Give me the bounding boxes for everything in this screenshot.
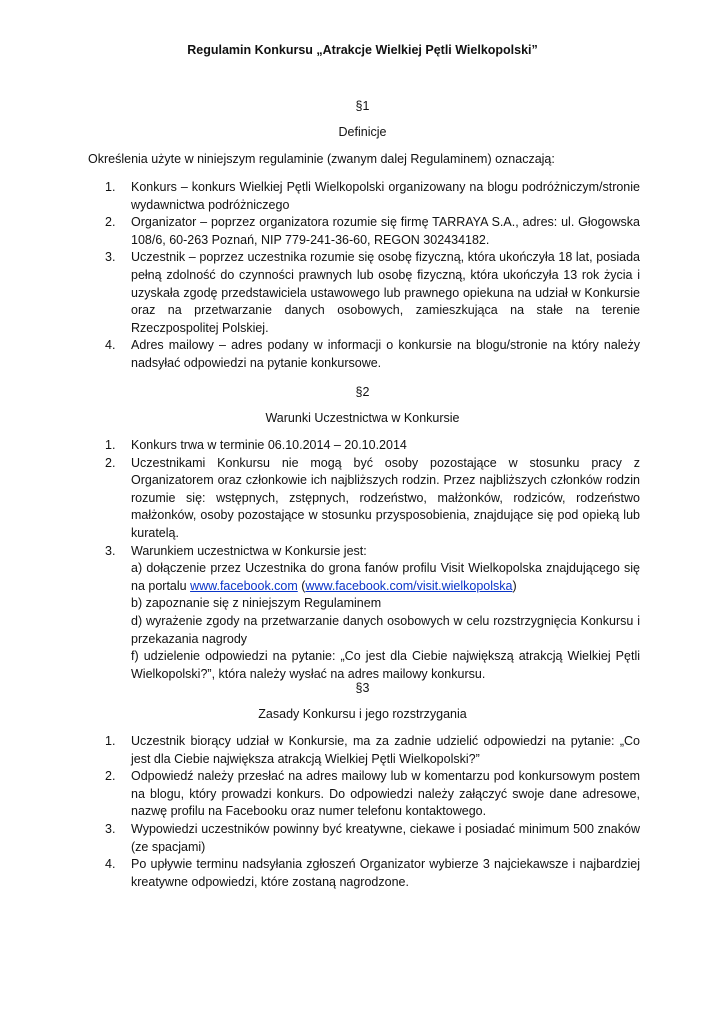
paren-close: ) [512,578,517,593]
list-item-text: Uczestnik – poprzez uczestnika rozumie się osobę fizyczną, która ukończyła 18 lat, posiada pełną zdolność do czynności prawnych lub osobę fizyczną, która ukończyła 13 rok życia i uzyskała zgodę przedstawiciela ustawowego lub prawnego opiekuna na udział w Konkursie oraz na przetwarzanie danych osobowych, zamieszkująca na stałe na terenie Rzeczpospolitej Polskiej. [131,250,640,335]
section-2-mark: §2 [355,385,370,399]
condition-a [131,560,640,595]
list-item-text: Po upływie terminu nadsyłania zgłoszeń Organizator wybierze 3 najciekawsze i najbardziej kreatywne odpowiedzi, które zostaną nagrodzone. [131,857,640,889]
list-item-number: 3. [105,250,116,265]
section-3-list [90,733,640,891]
section-3-heading: Zasady Konkursu i jego rozstrzygania [258,707,467,721]
list-item-number: 1. [105,438,116,452]
list-item-text: Odpowiedź należy przesłać na adres mailowy lub w komentarzu pod konkursowym postem na blogu, który prowadzi konkurs. Do odpowiedzi należy załączyć swoje dane adresowe, nazwę profilu na Facebooku oraz numer telefonu kontaktowego. [131,769,640,819]
facebook-link[interactable]: www.facebook.com [190,578,298,593]
section-3-mark: §3 [355,681,370,695]
list-item-lead: Warunkiem uczestnictwa w Konkursie jest: [131,543,367,558]
list-item-number: 1. [105,734,116,748]
list-item [90,733,640,768]
list-item [90,856,640,891]
list-item-number: 1. [105,180,116,194]
section-2-heading: Warunki Uczestnictwa w Konkursie [265,411,460,425]
section-2-list [90,437,640,683]
document-title: Regulamin Konkursu „Atrakcje Wielkiej Pętli Wielkopolski” [187,43,538,57]
condition-d: d) wyrażenie zgody na przetwarzanie danych osobowych w celu rozstrzygnięcia Konkursu i przekazania nagrody [131,613,640,646]
list-item-text: Wypowiedzi uczestników powinny być kreatywne, ciekawe i posiadać minimum 500 znaków (ze spacjami) [131,821,640,854]
condition-f: f) udzielenie odpowiedzi na pytanie: „Co jest dla Ciebie największą atrakcją Wielkiej Pętli Wielkopolski?”, która należy wysłać na adres mailowy konkursu. [131,649,640,681]
list-item [90,821,640,856]
paren-open: ( [297,578,306,593]
condition-b: b) zapoznanie się z niniejszym Regulaminem [131,596,382,611]
list-item [90,249,640,337]
list-item [90,214,640,249]
condition-a-text: a) dołączenie przez Uczestnika do grona fanów profilu Visit Wielkopolska znajdującego się na portalu [131,561,640,593]
section-1-mark: §1 [355,99,370,113]
list-item-text: Konkurs trwa w terminie 06.10.2014 – 20.10.2014 [131,438,407,452]
section-1-intro: Określenia użyte w niniejszym regulaminie (zwanym dalej Regulaminem) oznaczają: [88,152,555,166]
list-item [90,179,640,214]
list-item-text: Konkurs – konkurs Wielkiej Pętli Wielkopolski organizowany na blogu podróżniczym/stronie wydawnictwa podróżniczego [131,180,640,212]
list-item-text: Uczestnikami Konkursu nie mogą być osoby pozostające w stosunku pracy z Organizatorem oraz członkowie ich najbliższych rodzin. Przez najbliższych członków rodzin rozumie się: wstępnych, zstępnych, rodzeństwo, małżonków, rodziców, rodzeństwo małżonków, osoby pozostające w stosunku przysposobienia, znajdujące się pod opieką lub kuratelą. [131,455,640,540]
list-item [90,543,640,684]
list-item [90,437,640,455]
list-item [90,337,640,372]
list-item-number: 3. [105,821,116,836]
facebook-profile-link[interactable]: www.facebook.com/visit.wielkopolska [305,578,513,593]
list-item [90,455,640,543]
list-item-number: 2. [105,769,116,784]
list-item-number: 4. [105,338,116,353]
list-item-number: 2. [105,215,116,230]
list-item-text: Organizator – poprzez organizatora rozumie się firmę TARRAYA S.A., adres: ul. Głogowska 108/6, 60-263 Poznań, NIP 779-241-36-60, REGON 302434182. [131,215,640,247]
list-item-text: Uczestnik biorący udział w Konkursie, ma za zadnie udzielić odpowiedzi na pytanie: „Co jest dla Ciebie największa atrakcją Wielkiej Pętli Wielkopolski?” [131,734,640,766]
list-item-number: 4. [105,857,116,872]
section-1-heading: Definicje [338,125,387,139]
list-item [90,768,640,821]
list-item-text: Adres mailowy – adres podany w informacji o konkursie na blogu/stronie na który należy nadsyłać odpowiedzi na pytanie konkursowe. [131,338,640,370]
list-item-number: 2. [105,455,116,470]
list-item-number: 3. [105,543,116,558]
section-1-list [90,179,640,373]
